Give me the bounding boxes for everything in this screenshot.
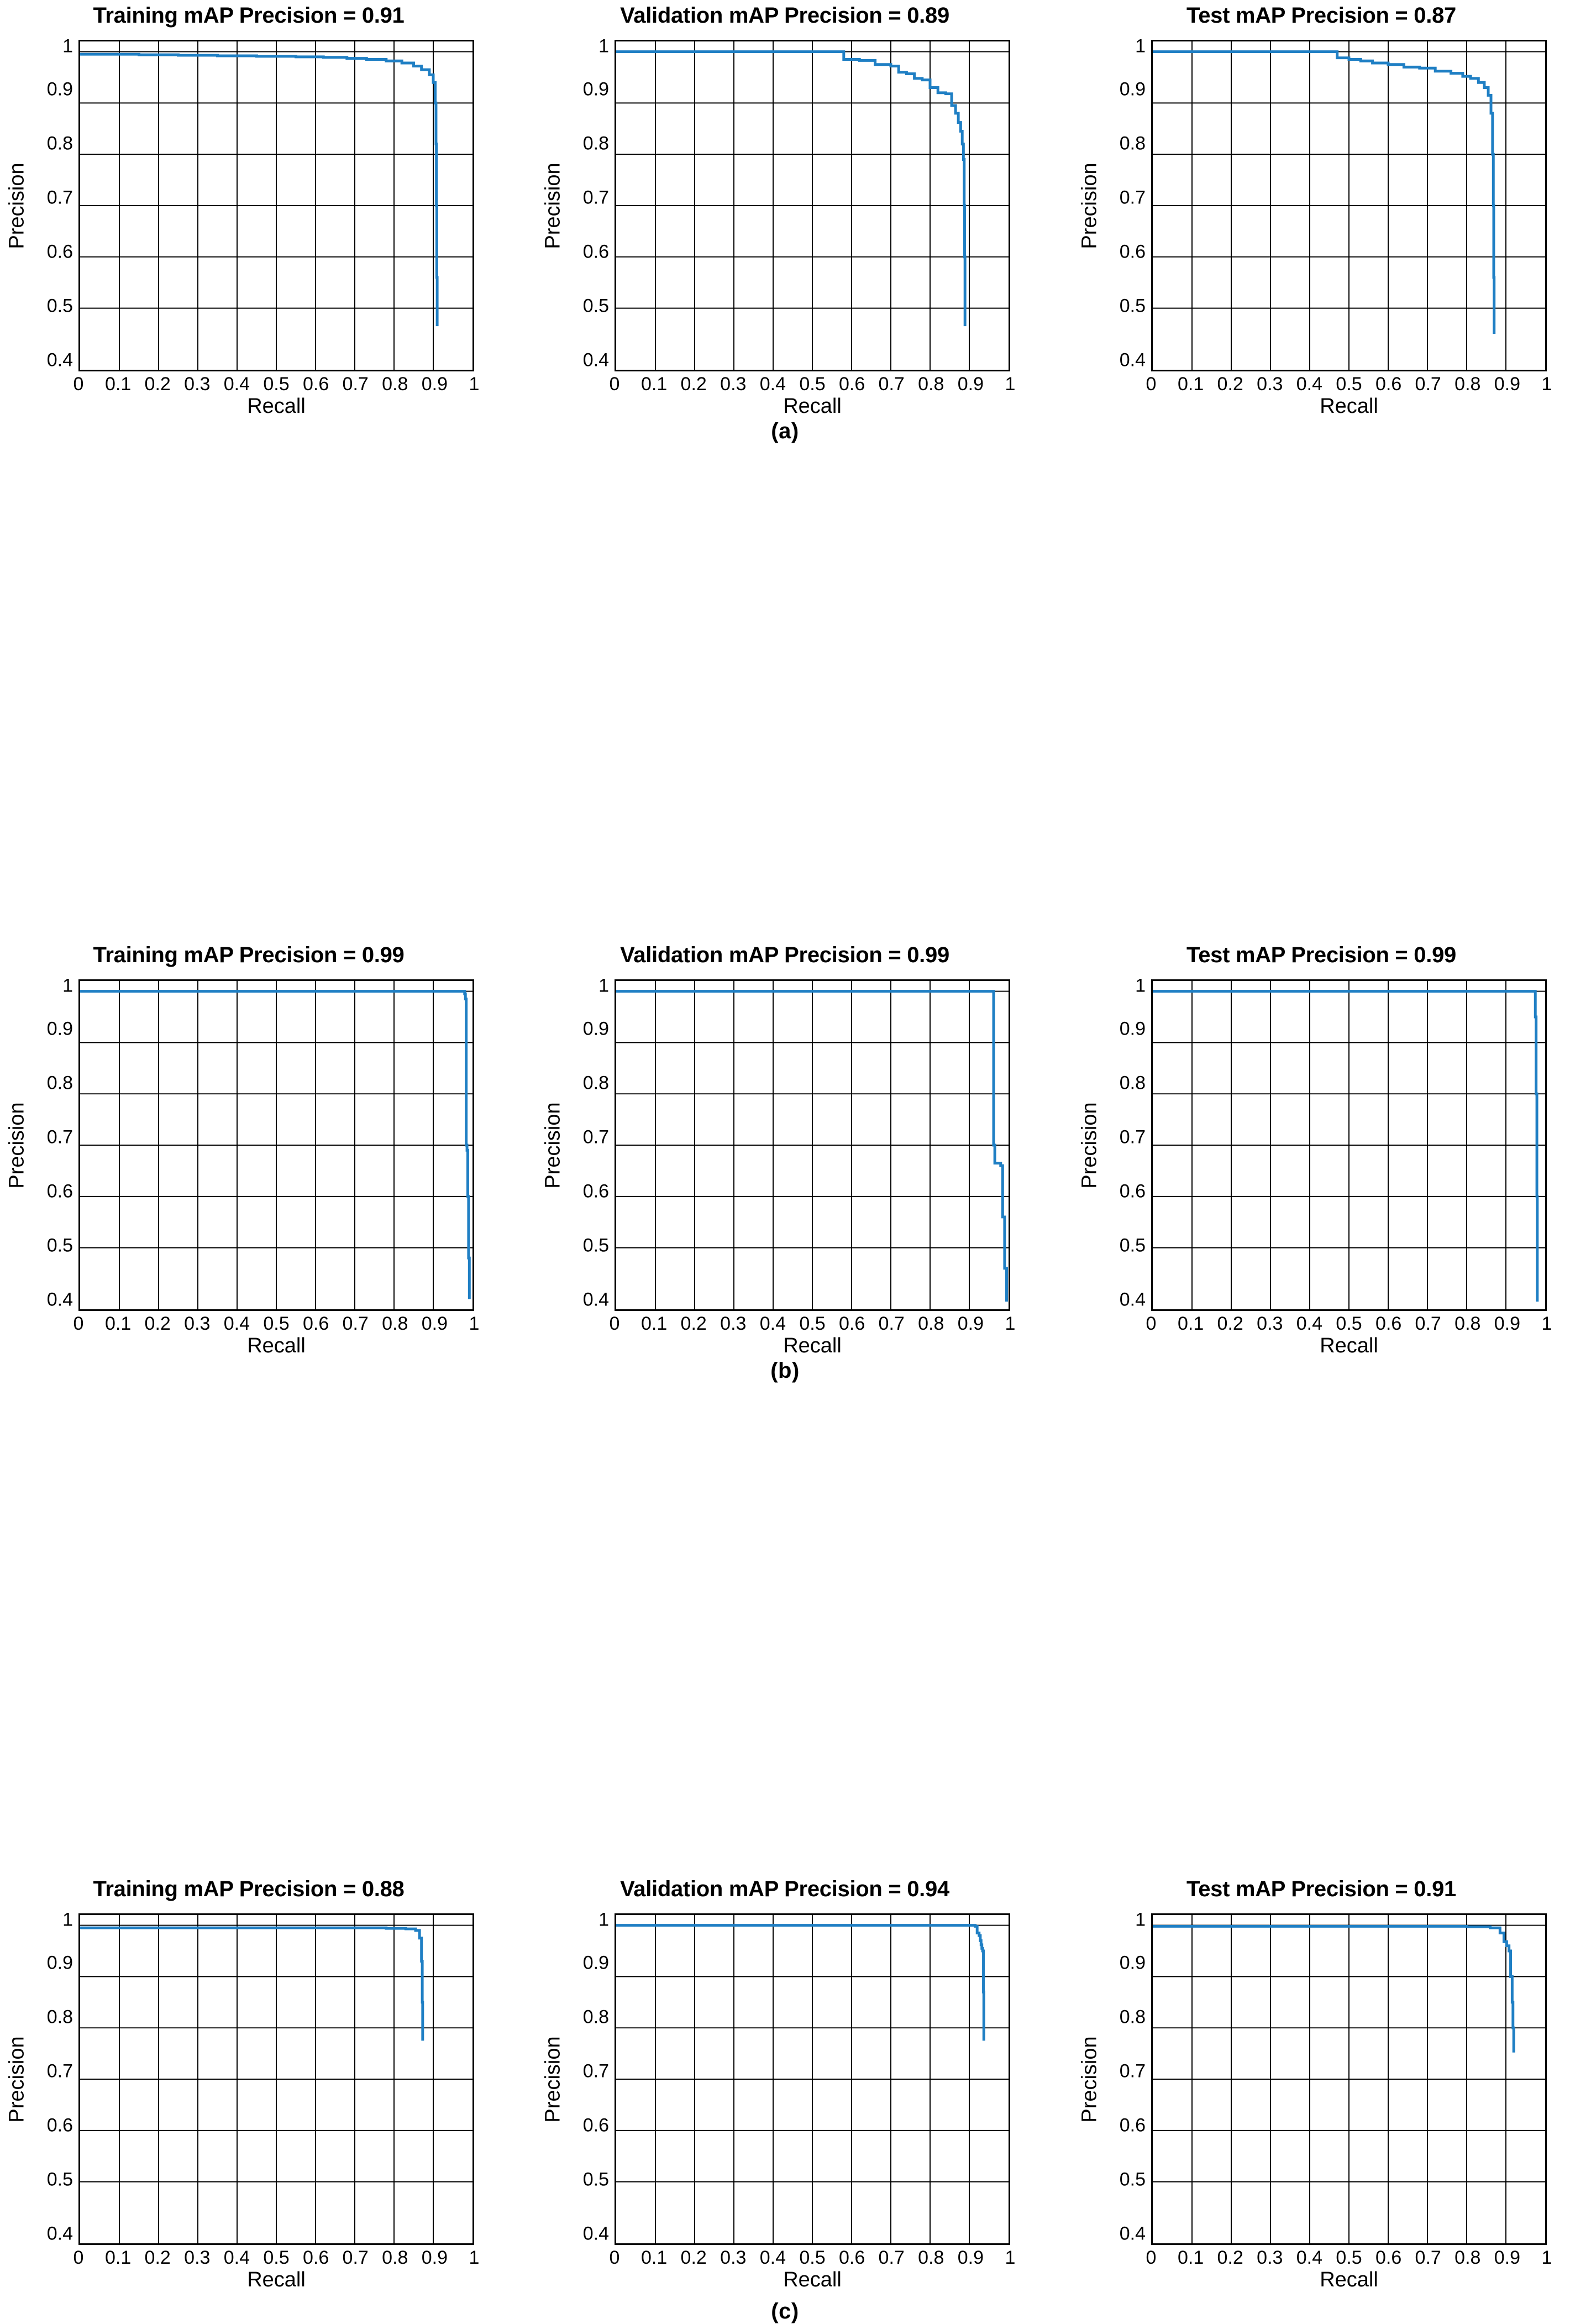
x-tick: 0.5 (263, 374, 290, 395)
plot-area (536, 1908, 1033, 2306)
y-tick: 0.5 (46, 1235, 73, 1256)
y-tick: 1 (598, 975, 609, 996)
x-tick: 0.4 (1296, 1313, 1323, 1334)
y-tick: 0.4 (582, 1289, 609, 1310)
x-axis-label: Recall (783, 1334, 842, 1357)
x-tick: 0.3 (1257, 2247, 1283, 2268)
x-tick: 0.2 (1217, 1313, 1243, 1334)
x-tick: 0.6 (1375, 374, 1402, 395)
x-tick: 0 (1146, 2247, 1157, 2268)
y-tick: 0.7 (46, 187, 73, 208)
y-tick: 0.9 (582, 1952, 609, 1974)
x-tick: 0.8 (382, 2247, 408, 2268)
y-tick: 0.5 (1119, 1235, 1146, 1256)
x-tick: 0.6 (838, 1313, 865, 1334)
y-axis-label: Precision (541, 162, 565, 249)
x-tick: 0 (609, 2247, 620, 2268)
row-caption-a: (a) (771, 419, 799, 443)
x-tick: 0.9 (421, 1313, 448, 1334)
y-tick: 1 (1135, 975, 1146, 996)
panel-title: Test mAP Precision = 0.87 (1186, 3, 1456, 28)
y-tick: 0.7 (46, 2060, 73, 2082)
x-tick: 0.7 (342, 374, 369, 395)
x-tick: 0.8 (918, 374, 944, 395)
x-tick: 0 (73, 1313, 84, 1334)
y-tick: 0.8 (1119, 133, 1146, 154)
x-tick: 0.3 (184, 2247, 211, 2268)
x-tick: 0.1 (104, 2247, 132, 2268)
x-tick: 0.1 (1177, 1313, 1204, 1334)
x-tick: 1 (1541, 1313, 1552, 1334)
plot-area (0, 34, 497, 432)
x-tick: 0.5 (1336, 2247, 1362, 2268)
x-tick: 1 (1541, 374, 1552, 395)
y-tick: 0.6 (1119, 1181, 1146, 1202)
x-tick: 0.6 (838, 2247, 865, 2268)
x-tick: 0.8 (1455, 1313, 1481, 1334)
y-tick: 0.9 (46, 1018, 73, 1040)
x-tick: 0.1 (1177, 2247, 1204, 2268)
x-tick: 0.8 (918, 2247, 944, 2268)
y-tick: 0.9 (1119, 1018, 1146, 1040)
x-axis-label: Recall (783, 2268, 842, 2291)
y-tick: 0.7 (46, 1126, 73, 1148)
x-axis-label: Recall (247, 1334, 306, 1357)
pr-curve-svg (80, 1915, 472, 2243)
y-tick: 0.7 (582, 187, 609, 208)
x-axis-label: Recall (247, 395, 306, 418)
y-tick: 0.9 (46, 1952, 73, 1974)
x-tick: 0.5 (799, 374, 826, 395)
x-tick: 0.4 (759, 1313, 786, 1334)
x-tick: 0.3 (184, 374, 211, 395)
x-tick: 0.3 (184, 1313, 211, 1334)
y-tick: 0.9 (582, 1018, 609, 1040)
x-tick: 0.4 (1296, 2247, 1323, 2268)
y-tick-labels (1102, 34, 1146, 377)
x-tick: 1 (469, 1313, 480, 1334)
y-tick-labels (30, 1908, 73, 2250)
x-tick: 0.4 (223, 2247, 250, 2268)
y-tick: 0.7 (1119, 1126, 1146, 1148)
y-tick: 0.4 (1119, 349, 1146, 371)
plot-area (0, 1908, 497, 2306)
axes-box (78, 40, 474, 371)
x-tick: 0.4 (223, 374, 250, 395)
x-tick: 0.7 (1415, 1313, 1441, 1334)
x-tick: 0.5 (799, 1313, 826, 1334)
y-axis-label: Precision (5, 1101, 29, 1189)
x-tick: 0.1 (640, 374, 668, 395)
x-tick: 0 (609, 1313, 620, 1334)
x-axis-label: Recall (783, 395, 842, 418)
x-tick: 0.8 (1455, 374, 1481, 395)
y-tick: 0.6 (1119, 2115, 1146, 2136)
y-tick: 0.6 (46, 241, 73, 263)
panel-a-validation (536, 0, 1033, 437)
y-tick: 0.9 (582, 78, 609, 100)
y-tick: 0.9 (1119, 1952, 1146, 1974)
x-tick: 0.7 (1415, 2247, 1441, 2268)
y-axis-label: Precision (1078, 162, 1101, 249)
x-tick: 0.3 (1257, 374, 1283, 395)
y-tick: 0.7 (582, 1126, 609, 1148)
x-tick: 0 (73, 2247, 84, 2268)
y-tick: 0.5 (1119, 295, 1146, 317)
x-tick: 0.7 (878, 374, 905, 395)
x-tick: 1 (469, 2247, 480, 2268)
y-tick: 0.4 (46, 349, 73, 371)
y-tick: 0.6 (582, 1181, 609, 1202)
plot-area (1073, 1908, 1570, 2306)
axes-box (1151, 1913, 1547, 2245)
pr-curve-svg (616, 41, 1009, 370)
x-tick: 0.6 (1375, 2247, 1402, 2268)
axes-box (78, 1913, 474, 2245)
axes-box (615, 40, 1010, 371)
x-tick: 0.7 (878, 1313, 905, 1334)
y-tick: 0.5 (1119, 2169, 1146, 2190)
panel-title: Validation mAP Precision = 0.99 (620, 943, 949, 967)
y-tick: 0.6 (46, 2115, 73, 2136)
x-tick: 0.9 (1494, 374, 1521, 395)
x-axis-label: Recall (247, 2268, 306, 2291)
x-tick: 0.6 (302, 2247, 329, 2268)
x-tick: 0.9 (957, 374, 984, 395)
y-tick: 0.8 (46, 133, 73, 154)
y-tick: 0.6 (582, 2115, 609, 2136)
y-axis-label: Precision (541, 1101, 565, 1189)
panel-row-b (0, 459, 1570, 1383)
y-tick: 0.8 (582, 2006, 609, 2028)
x-tick: 0.7 (342, 2247, 369, 2268)
y-tick-labels (566, 34, 609, 377)
x-tick: 0.7 (342, 1313, 369, 1334)
x-tick: 0.5 (1336, 1313, 1362, 1334)
x-tick: 0.2 (680, 374, 707, 395)
pr-curve-svg (616, 1915, 1009, 2243)
y-tick: 0.6 (46, 1181, 73, 1202)
y-tick: 0.7 (1119, 2060, 1146, 2082)
x-tick: 0.2 (144, 2247, 171, 2268)
panel-c-test (1073, 1874, 1570, 2310)
x-tick: 0.3 (720, 2247, 747, 2268)
y-tick: 0.5 (582, 295, 609, 317)
y-tick: 0.6 (1119, 241, 1146, 263)
x-tick: 0.4 (1296, 374, 1323, 395)
x-tick: 0.5 (1336, 374, 1362, 395)
x-tick: 0.6 (838, 374, 865, 395)
pr-curve-svg (1153, 41, 1545, 370)
x-axis-label: Recall (1320, 1334, 1378, 1357)
plot-area (1073, 34, 1570, 432)
panel-row-c (0, 917, 1570, 2323)
y-tick: 0.4 (46, 2223, 73, 2244)
panel-title: Test mAP Precision = 0.99 (1186, 943, 1456, 967)
y-tick: 0.4 (582, 349, 609, 371)
x-tick: 0.3 (720, 1313, 747, 1334)
x-tick: 0.9 (1494, 1313, 1521, 1334)
x-tick: 0.9 (957, 2247, 984, 2268)
panel-title: Test mAP Precision = 0.91 (1186, 1877, 1456, 1901)
y-tick: 1 (62, 975, 73, 996)
plot-area (536, 34, 1033, 432)
row-caption-c: (c) (771, 2299, 799, 2323)
x-tick: 0.1 (104, 1313, 132, 1334)
x-tick: 0.4 (759, 374, 786, 395)
y-tick: 0.4 (1119, 1289, 1146, 1310)
y-tick-labels (30, 34, 73, 377)
x-tick: 0 (1146, 374, 1157, 395)
y-tick: 0.5 (582, 2169, 609, 2190)
y-tick: 0.9 (46, 78, 73, 100)
x-tick: 0.5 (263, 1313, 290, 1334)
x-tick: 0.4 (759, 2247, 786, 2268)
x-axis-label: Recall (1320, 395, 1378, 418)
x-tick: 0.3 (720, 374, 747, 395)
x-tick: 0.8 (382, 1313, 408, 1334)
panel-row-a (0, 0, 1570, 459)
y-tick: 0.8 (46, 2006, 73, 2028)
y-tick: 1 (1135, 1909, 1146, 1930)
x-axis-label: Recall (1320, 2268, 1378, 2291)
x-tick: 0.8 (382, 374, 408, 395)
y-axis-label: Precision (5, 2036, 29, 2123)
panel-c-training (0, 1874, 497, 2310)
y-tick: 0.5 (46, 295, 73, 317)
x-tick: 0.6 (1375, 1313, 1402, 1334)
panel-a-training (0, 0, 497, 437)
panel-title: Training mAP Precision = 0.91 (93, 3, 405, 28)
panel-c-validation (536, 1874, 1033, 2310)
x-tick: 1 (469, 374, 480, 395)
y-tick: 0.5 (582, 1235, 609, 1256)
x-tick: 0.2 (680, 1313, 707, 1334)
y-tick: 0.4 (1119, 2223, 1146, 2244)
x-tick: 0 (1146, 1313, 1157, 1334)
y-tick: 1 (1135, 35, 1146, 57)
y-tick: 1 (598, 1909, 609, 1930)
y-tick: 1 (62, 35, 73, 57)
x-tick: 0.2 (1217, 374, 1243, 395)
y-tick: 0.9 (1119, 78, 1146, 100)
y-tick-labels (1102, 1908, 1146, 2250)
y-tick: 1 (62, 1909, 73, 1930)
x-tick: 0.1 (104, 374, 132, 395)
panel-title: Validation mAP Precision = 0.89 (620, 3, 949, 28)
y-tick: 0.7 (1119, 187, 1146, 208)
x-tick: 0.6 (302, 374, 329, 395)
y-axis-label: Precision (541, 2036, 565, 2123)
x-tick: 0.9 (421, 2247, 448, 2268)
pr-curve-svg (1153, 1915, 1545, 2243)
x-tick: 0.9 (957, 1313, 984, 1334)
x-tick: 0 (609, 374, 620, 395)
y-axis-label: Precision (1078, 2036, 1101, 2123)
x-tick: 0.2 (144, 1313, 171, 1334)
x-tick: 0.2 (144, 374, 171, 395)
panel-title: Training mAP Precision = 0.99 (93, 943, 405, 967)
x-tick: 0.8 (918, 1313, 944, 1334)
y-tick: 0.5 (46, 2169, 73, 2190)
x-tick: 0 (73, 374, 84, 395)
x-tick: 0.6 (302, 1313, 329, 1334)
axes-box (615, 1913, 1010, 2245)
y-tick: 0.8 (1119, 1072, 1146, 1094)
panel-a-test (1073, 0, 1570, 437)
x-tick: 0.2 (680, 2247, 707, 2268)
x-tick: 0.3 (1257, 1313, 1283, 1334)
x-tick: 1 (1005, 1313, 1016, 1334)
x-tick: 0.1 (1177, 374, 1204, 395)
x-tick: 0.2 (1217, 2247, 1243, 2268)
x-tick: 0.9 (421, 374, 448, 395)
x-tick: 0.9 (1494, 2247, 1521, 2268)
panel-title: Training mAP Precision = 0.88 (93, 1877, 405, 1901)
y-axis-label: Precision (1078, 1101, 1101, 1189)
x-tick: 0.5 (799, 2247, 826, 2268)
x-tick: 0.4 (223, 1313, 250, 1334)
axes-box (1151, 40, 1547, 371)
y-axis-label: Precision (5, 162, 29, 249)
y-tick-labels (566, 1908, 609, 2250)
x-tick: 0.5 (263, 2247, 290, 2268)
pr-curve-svg (80, 41, 472, 370)
x-tick: 0.1 (640, 2247, 668, 2268)
panel-title: Validation mAP Precision = 0.94 (620, 1877, 949, 1901)
y-tick: 1 (598, 35, 609, 57)
y-tick: 0.7 (582, 2060, 609, 2082)
y-tick: 0.4 (46, 1289, 73, 1310)
y-tick: 0.6 (582, 241, 609, 263)
y-tick: 0.8 (46, 1072, 73, 1094)
x-tick: 0.8 (1455, 2247, 1481, 2268)
y-tick: 0.4 (582, 2223, 609, 2244)
x-tick: 0.7 (1415, 374, 1441, 395)
x-tick: 1 (1005, 374, 1016, 395)
x-tick: 1 (1005, 2247, 1016, 2268)
x-tick: 0.7 (878, 2247, 905, 2268)
y-tick: 0.8 (582, 133, 609, 154)
x-tick: 0.1 (640, 1313, 668, 1334)
y-tick: 0.8 (582, 1072, 609, 1094)
row-caption-b: (b) (770, 1358, 800, 1383)
x-tick: 1 (1541, 2247, 1552, 2268)
y-tick: 0.8 (1119, 2006, 1146, 2028)
